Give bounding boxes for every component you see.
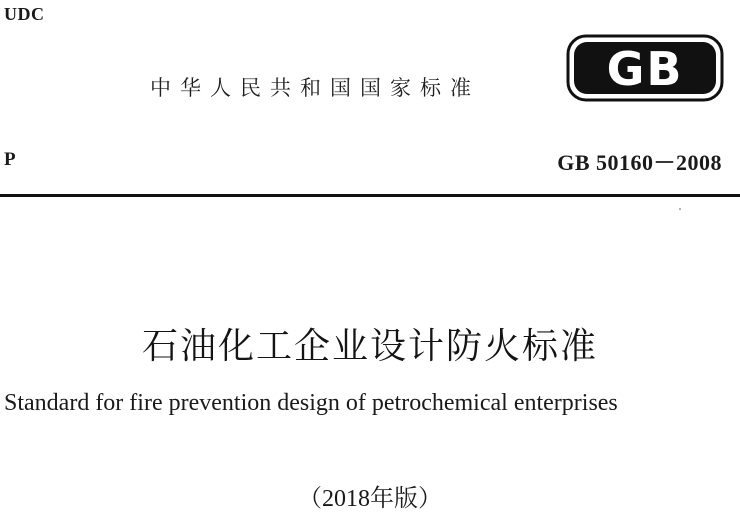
speck — [679, 208, 681, 210]
title-english: Standard for fire prevention design of petrochemical enterprises — [4, 390, 618, 416]
title-chinese: 石油化工企业设计防火标准 — [141, 326, 598, 367]
edition-label: （2018年版） — [298, 486, 442, 512]
header-divider — [0, 194, 740, 197]
gb-logo — [566, 34, 724, 102]
standard-number: GB 50160－2008 — [557, 150, 722, 175]
category-code: P — [4, 149, 16, 170]
national-standard-heading: 中华人民共和国国家标准 — [150, 76, 480, 100]
udc-label: UDC — [4, 4, 45, 24]
gb-logo-text: GB — [606, 42, 684, 96]
